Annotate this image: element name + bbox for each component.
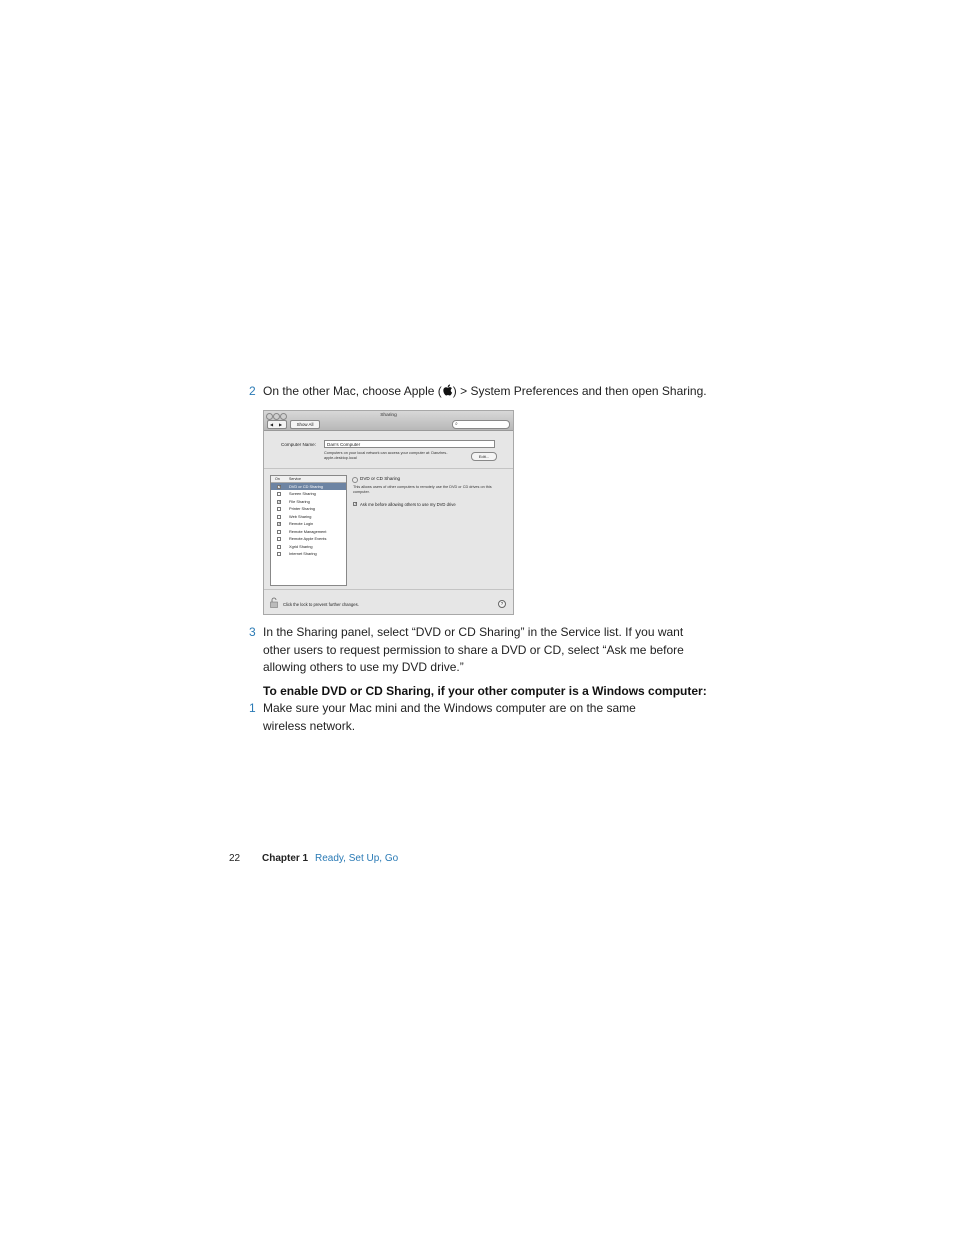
service-row[interactable] [271,520,346,528]
service-name: Xgrid Sharing [289,543,313,549]
service-checkbox[interactable] [277,537,281,541]
step-text: Make sure your Mac mini and the Windows computer are on the same wireless network. [263,701,636,733]
service-checkbox[interactable] [277,552,281,556]
status-indicator-icon [352,477,358,483]
service-row[interactable] [271,550,346,558]
page-number: 22 [229,853,241,864]
service-list[interactable] [270,475,347,586]
sharing-window-screenshot [263,410,514,615]
service-name: Internet Sharing [289,551,317,556]
service-checkbox[interactable]: ✓ [278,522,282,526]
step-number: 1 [249,701,256,715]
search-icon: ⌕ [455,420,458,427]
computer-name-section [264,431,513,469]
show-all-button[interactable]: Show All [290,420,320,429]
service-name: Web Sharing [289,513,312,519]
section-subheading: To enable DVD or CD Sharing, if your other computer is a Windows computer: [263,684,707,698]
computer-name-field[interactable]: Dan’s Computer [324,440,495,448]
back-forward-buttons[interactable] [267,420,287,429]
window-title: Sharing [380,412,397,418]
computer-name-note: Computers on your local network can access your computer at: Danzhes-apple-desktop.local [324,451,448,460]
service-status-label: DVD or CD Sharing [360,475,401,481]
service-checkbox[interactable] [277,530,281,534]
service-checkbox[interactable] [277,515,281,519]
step-number: 3 [249,625,256,639]
service-row[interactable] [271,535,346,543]
lock-icon[interactable] [270,597,278,608]
service-checkbox[interactable] [277,492,281,496]
service-checkbox[interactable]: ✓ [278,484,282,489]
apple-logo-icon [442,384,453,396]
window-titlebar [264,411,513,431]
service-row[interactable] [271,528,346,536]
step-number: 2 [249,384,256,398]
header-service: Service [289,477,301,481]
service-name: Printer Sharing [289,506,315,511]
computer-name-label: Computer Name: [281,442,316,447]
chapter-title: Ready, Set Up, Go [315,853,399,864]
service-row[interactable] [271,498,346,506]
step-text: In the Sharing panel, select “DVD or CD Sharing” in the Service list. If you want other users to request permission to share a DVD or CD, select “Ask me before allowing others to use my DVD drive.” [263,625,684,674]
service-row[interactable] [271,513,346,521]
service-checkbox[interactable] [277,545,281,549]
lock-section [264,589,513,616]
header-on: On [275,477,280,481]
edit-button[interactable]: Edit... [471,452,497,461]
service-name: File Sharing [289,498,310,504]
service-name: Remote Login [289,521,314,526]
ask-permission-label: Ask me before allowing others to use my DVD drive [360,501,456,507]
service-checkbox[interactable] [277,507,281,511]
help-icon[interactable]: ? [498,600,506,608]
service-row[interactable] [271,543,346,551]
service-row[interactable] [271,505,346,513]
back-arrow-icon[interactable]: ◀ [270,421,274,427]
service-name: Remote Apple Events [289,536,327,541]
service-row[interactable] [271,490,346,498]
service-row[interactable] [271,483,346,491]
chapter-label: Chapter 1 [262,853,309,864]
search-field[interactable] [452,420,510,429]
service-checkbox[interactable]: ✓ [278,499,282,504]
service-name: Screen Sharing [289,491,316,496]
step-text: On the other Mac, choose Apple ( ) > System Preferences and then open Sharing. [263,384,707,398]
service-name: DVD or CD Sharing [289,483,323,489]
lock-label: Click the lock to prevent further changes. [283,602,359,607]
ask-permission-checkbox[interactable]: ✓ [354,502,358,506]
forward-arrow-icon[interactable]: ▶ [279,421,283,427]
service-name: Remote Management [289,528,327,534]
service-description: This allows users of other computers to remotely use the DVD or CD drives on this computer. [353,485,492,494]
